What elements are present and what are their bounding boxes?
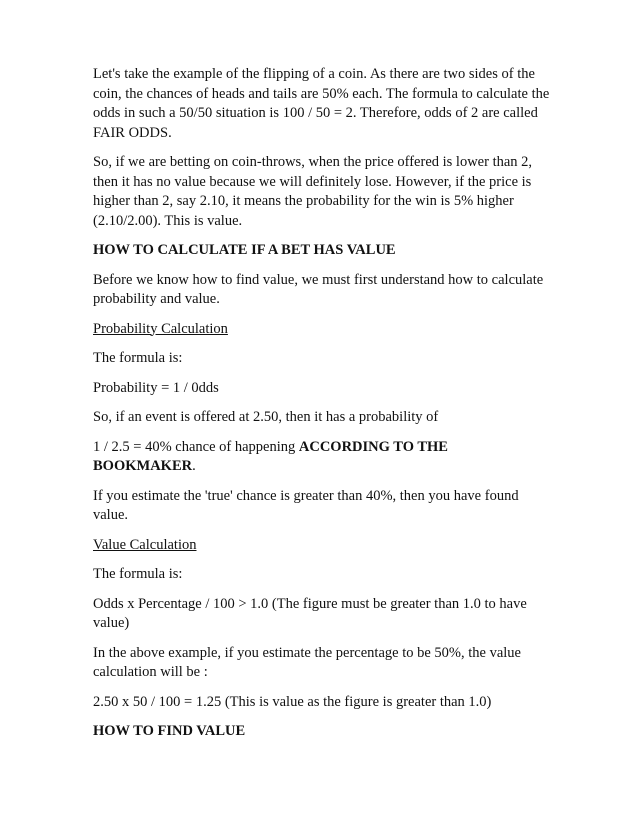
paragraph-probability-formula: Probability = 1 / 0dds (93, 379, 219, 396)
paragraph-probability-example: So, if an event is offered at 2.50, then it has a probability of (93, 409, 439, 425)
paragraph-formula-label-2: The formula is: (93, 566, 183, 582)
paragraph-intro-calculation: Before we know how to find value, we must first understand how to calculate probability and value. (93, 271, 544, 307)
heading-find-value: HOW TO FIND VALUE (93, 723, 246, 739)
heading-calculate-value: HOW TO CALCULATE IF A BET HAS VALUE (93, 242, 396, 258)
paragraph-true-chance: If you estimate the 'true' chance is greater than 40%, then you have found value. (93, 487, 519, 523)
subheading-value-calculation: Value Calculation (93, 536, 197, 553)
probability-result-text: 1 / 2.5 = 40% chance of happening (93, 438, 299, 455)
paragraph-formula-label-1: The formula is: (93, 350, 183, 366)
paragraph-value-example: In the above example, if you estimate the percentage to be 50%, the value calculation will be : (93, 644, 521, 680)
paragraph-value-formula: Odds x Percentage / 100 > 1.0 (The figure must be greater than 1.0 to have value) (93, 595, 527, 631)
paragraph-betting-value: So, if we are betting on coin-throws, when the price offered is lower than 2, then it has no value because we will definitely lose. However, if the price is higher than 2, say 2.10, it means the probability for the win is 5% higher (2.10/2.00). This is value. (93, 154, 533, 229)
bookmaker-emphasis: ACCORDING TO THE BOOKMAKER (93, 438, 448, 474)
document-body (93, 65, 553, 752)
probability-result-period: . (192, 458, 196, 474)
subheading-probability-calculation: Probability Calculation (93, 320, 228, 337)
paragraph-coin-example: Let's take the example of the flipping of a coin. As there are two sides of the coin, the chances of heads and tails are 50% each. The formula to calculate the odds in such a 50/50 situation is 100 / 50 = 2. Therefore, odds of 2 are called FAIR ODDS. (93, 66, 550, 141)
paragraph-probability-result (93, 438, 553, 477)
paragraph-value-result: 2.50 x 50 / 100 = 1.25 (This is value as the figure is greater than 1.0) (93, 693, 492, 710)
